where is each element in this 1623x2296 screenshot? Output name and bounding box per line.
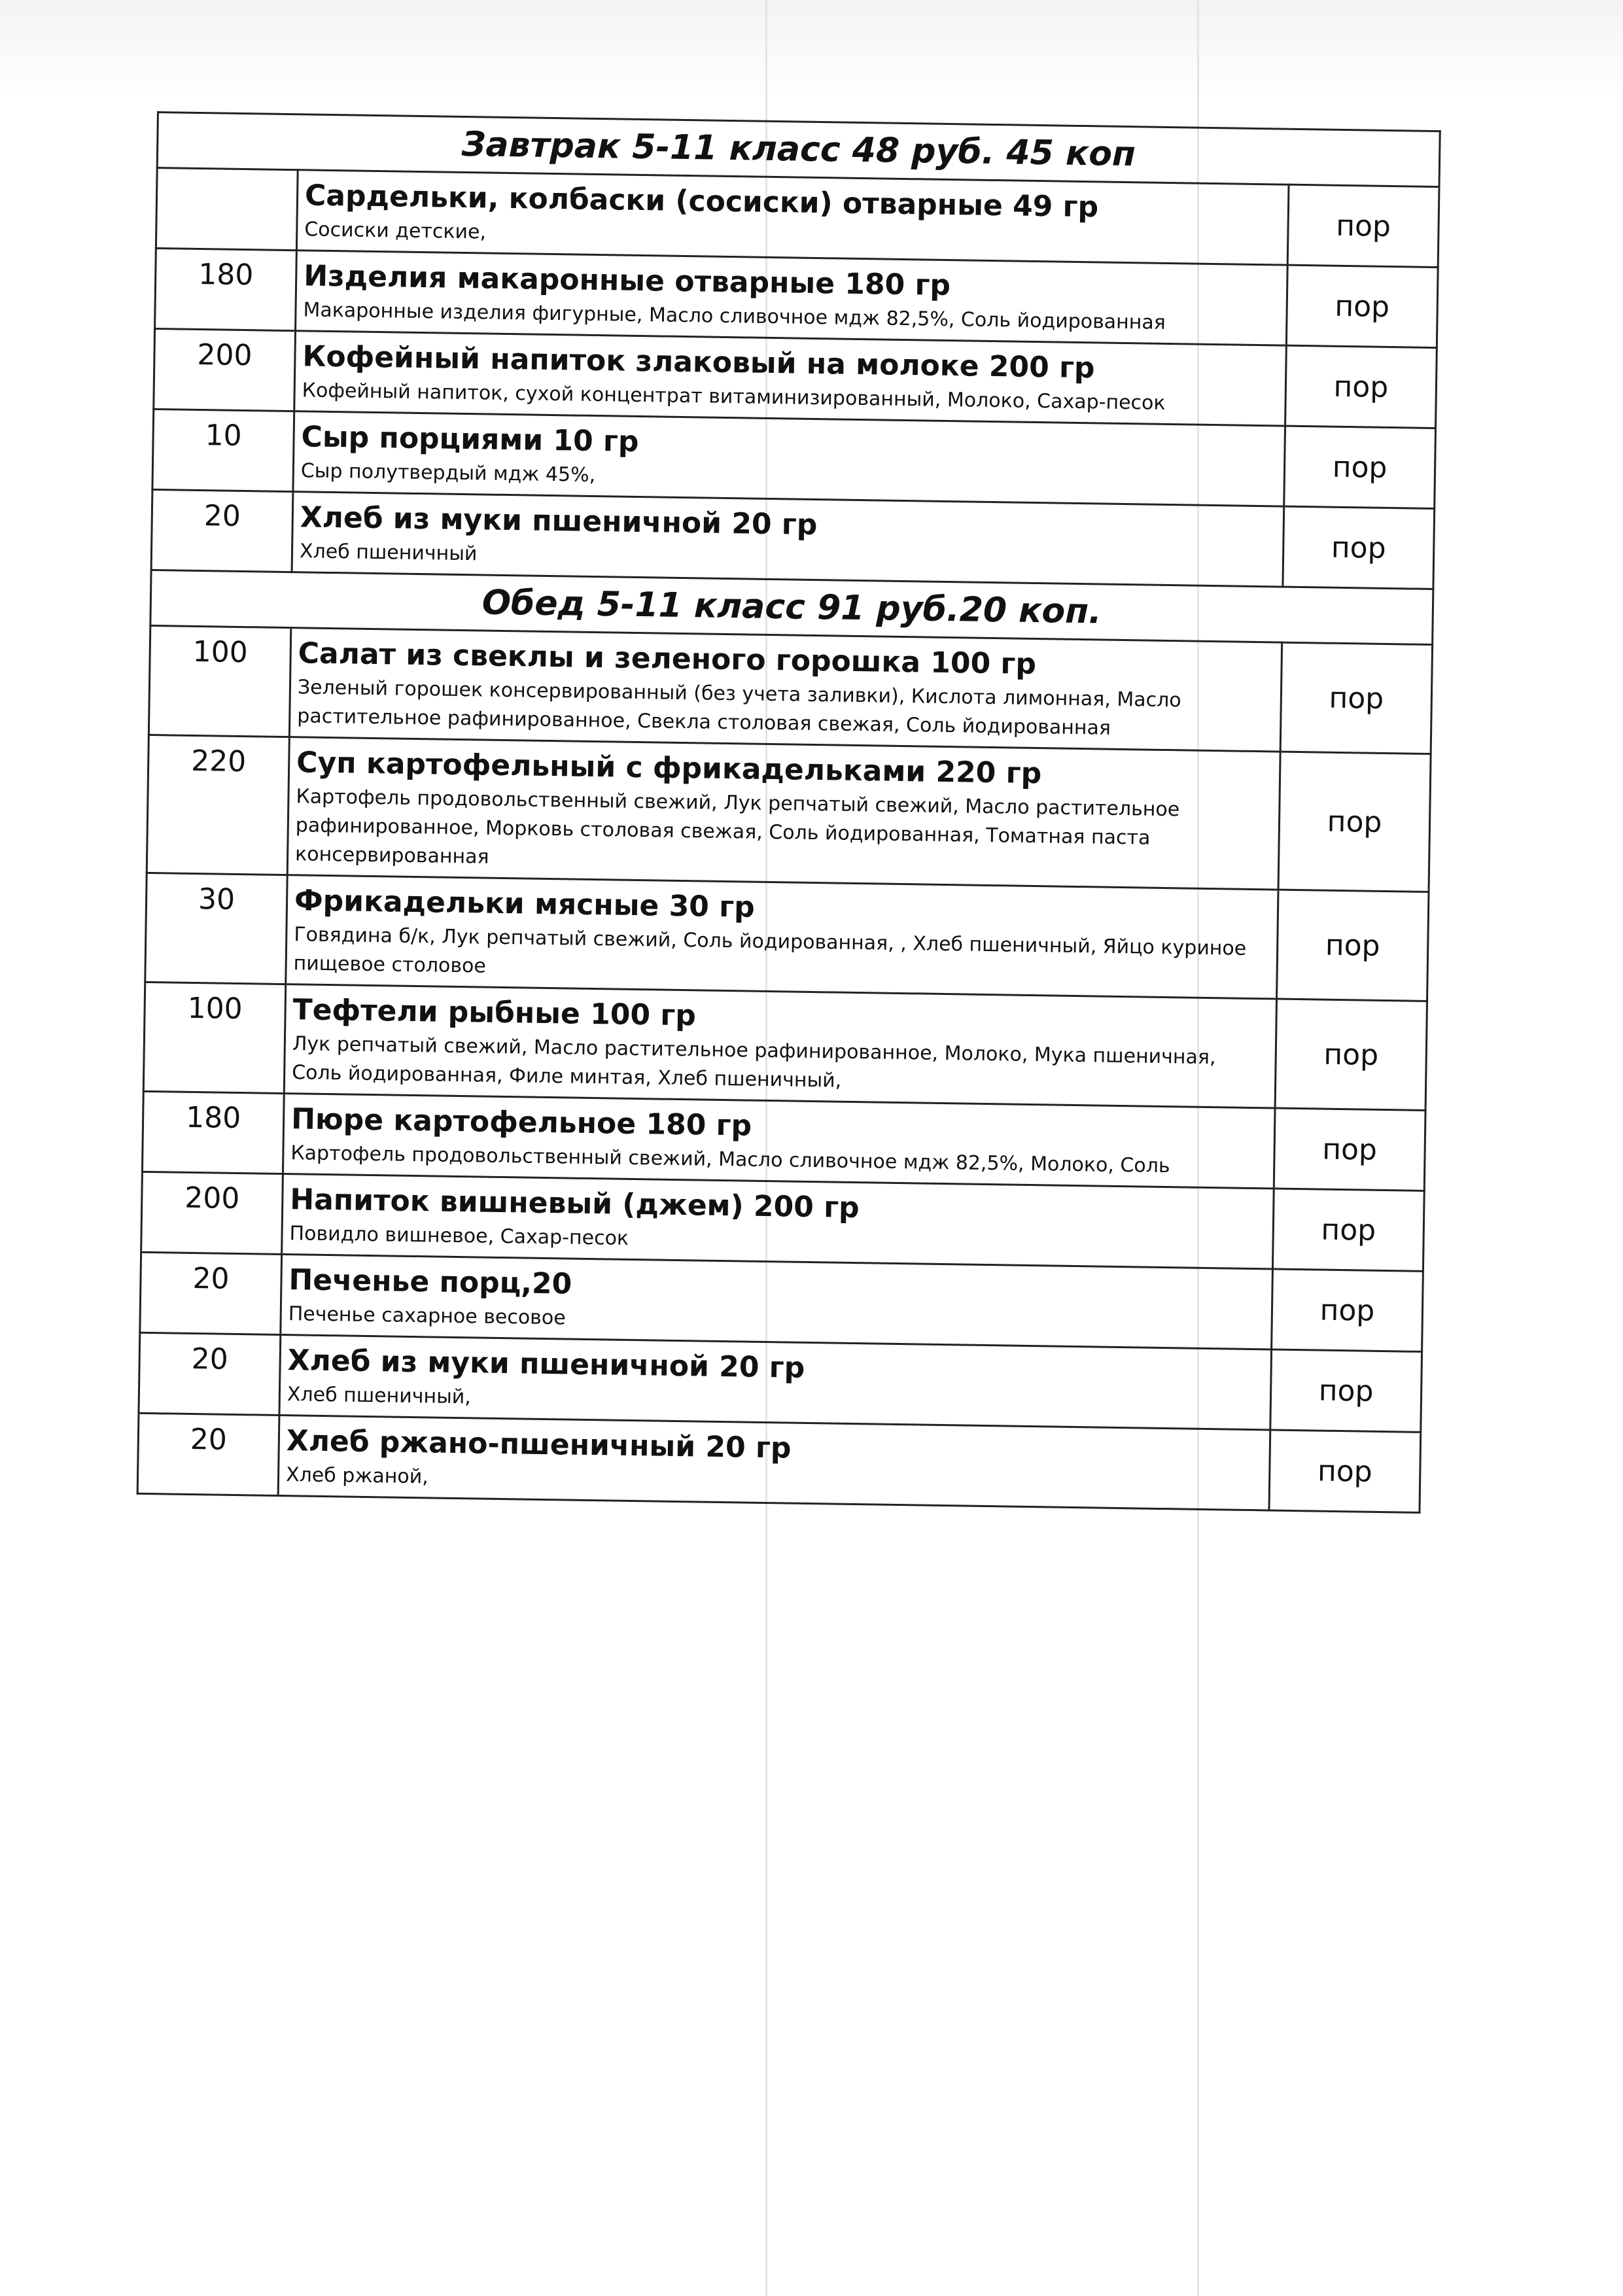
dish-cell <box>282 1174 1274 1269</box>
portion-unit: пор <box>1287 184 1439 267</box>
dish-cell <box>281 1255 1273 1349</box>
dish-cell <box>294 331 1287 426</box>
portion-unit: пор <box>1277 890 1429 1001</box>
dish-name: Фрикадельки мясные 30 гр <box>294 884 756 924</box>
dish-name: Суп картофельный с фрикадельками 220 гр <box>296 746 1042 791</box>
dish-cell <box>284 984 1276 1108</box>
portion-weight: 10 <box>152 409 294 491</box>
dish-ingredients: Печенье сахарное весовое <box>288 1302 566 1330</box>
portion-weight: 30 <box>145 873 287 984</box>
dish-name: Пюре картофельное 180 гр <box>290 1102 752 1143</box>
menu-document <box>137 111 1439 1514</box>
menu-item-row <box>145 873 1429 1001</box>
dish-ingredients: Хлеб ржаной, <box>285 1463 429 1489</box>
dish-cell <box>293 411 1285 506</box>
dish-cell <box>287 737 1280 890</box>
portion-unit: пор <box>1275 999 1427 1110</box>
portion-weight: 20 <box>140 1252 282 1334</box>
portion-unit: пор <box>1270 1349 1422 1432</box>
dish-name: Хлеб из муки пшеничной 20 гр <box>287 1344 805 1385</box>
dish-ingredients: Сосиски детские, <box>304 218 487 244</box>
portion-weight: 180 <box>142 1091 284 1174</box>
dish-ingredients: Кофейный напиток, сухой концентрат витаминизированный, Молоко, Сахар-песок <box>302 379 1166 415</box>
dish-cell <box>296 170 1289 265</box>
portion-unit: пор <box>1272 1269 1423 1351</box>
dish-name: Хлеб из муки пшеничной 20 гр <box>300 500 818 542</box>
portion-unit: пор <box>1284 426 1436 508</box>
menu-item-row <box>147 735 1431 892</box>
dish-cell <box>286 875 1278 999</box>
dish-ingredients: Хлеб пшеничный, <box>287 1383 472 1409</box>
dish-name: Хлеб ржано-пшеничный 20 гр <box>286 1424 792 1465</box>
dish-cell <box>289 628 1282 752</box>
dish-ingredients: Картофель продовольственный свежий, Масло сливочное мдж 82,5%, Молоко, Соль <box>290 1141 1170 1178</box>
dish-name: Сардельки, колбаски (сосиски) отварные 49 гр <box>304 179 1099 224</box>
portion-weight: 220 <box>147 735 289 875</box>
dish-ingredients: Лук репчатый свежий, Масло растительное рафинированное, Молоко, Мука пшеничная, Соль йодированная, Филе минтая, Хлеб пшеничный, <box>291 1032 1216 1092</box>
portion-unit: пор <box>1283 506 1435 589</box>
dish-name: Изделия макаронные отварные 180 гр <box>303 259 951 303</box>
dish-ingredients: Повидло вишневое, Сахар-песок <box>289 1222 629 1250</box>
dish-name: Тефтели рыбные 100 гр <box>292 993 697 1033</box>
dish-name: Напиток вишневый (джем) 200 гр <box>289 1183 860 1225</box>
menu-table <box>137 111 1441 1514</box>
dish-name: Сыр порциями 10 гр <box>301 420 639 459</box>
portion-weight: 200 <box>141 1172 283 1254</box>
dish-cell <box>283 1094 1275 1189</box>
dish-ingredients: Говядина б/к, Лук репчатый свежий, Соль йодированная, , Хлеб пшеничный, Яйцо куриное пищевое столовое <box>293 923 1247 978</box>
dish-ingredients: Сыр полутвердый мдж 45%, <box>300 459 596 487</box>
menu-item-row <box>143 982 1427 1110</box>
portion-weight: 20 <box>137 1413 279 1495</box>
dish-ingredients: Макаронные изделия фигурные, Масло сливочное мдж 82,5%, Соль йодированная <box>303 298 1166 334</box>
dish-name: Салат из свеклы и зеленого горошка 100 гр <box>298 636 1037 682</box>
portion-weight: 200 <box>154 328 296 411</box>
portion-unit: пор <box>1286 265 1438 347</box>
portion-unit: пор <box>1278 752 1431 892</box>
portion-weight: 100 <box>143 982 285 1093</box>
dish-ingredients: Картофель продовольственный свежий, Лук репчатый свежий, Масло растительное рафинированное, Морковь столовая свежая, Соль йодированная, Томатная паста консервированная <box>294 785 1180 869</box>
dish-cell <box>278 1415 1270 1510</box>
portion-weight: 180 <box>155 248 297 330</box>
portion-unit: пор <box>1285 345 1437 428</box>
portion-unit: пор <box>1274 1108 1425 1191</box>
scan-top-shadow <box>0 0 1623 98</box>
menu-item-row <box>148 625 1432 754</box>
portion-weight: 20 <box>151 489 293 572</box>
dish-ingredients: Хлеб пшеничный <box>299 540 478 566</box>
portion-unit: пор <box>1272 1189 1424 1271</box>
dish-name: Кофейный напиток злаковый на молоке 200 гр <box>302 339 1095 385</box>
section-title: Завтрак 5-11 класс 48 руб. 45 коп <box>157 113 1440 187</box>
portion-unit: пор <box>1280 642 1432 754</box>
section-title: Обед 5-11 класс 91 руб.20 коп. <box>150 570 1433 644</box>
dish-cell <box>292 492 1284 587</box>
portion-unit: пор <box>1269 1430 1421 1512</box>
portion-weight: 20 <box>139 1332 281 1415</box>
dish-cell <box>279 1335 1272 1430</box>
portion-weight <box>156 168 298 251</box>
dish-cell <box>296 251 1288 345</box>
dish-name: Печенье порц,20 <box>288 1263 572 1301</box>
portion-weight: 100 <box>148 625 290 737</box>
dish-ingredients: Зеленый горошек консервированный (без учета заливки), Кислота лимонная, Масло растительное рафинированное, Свекла столовая свежая, Соль йодированная <box>297 676 1181 740</box>
